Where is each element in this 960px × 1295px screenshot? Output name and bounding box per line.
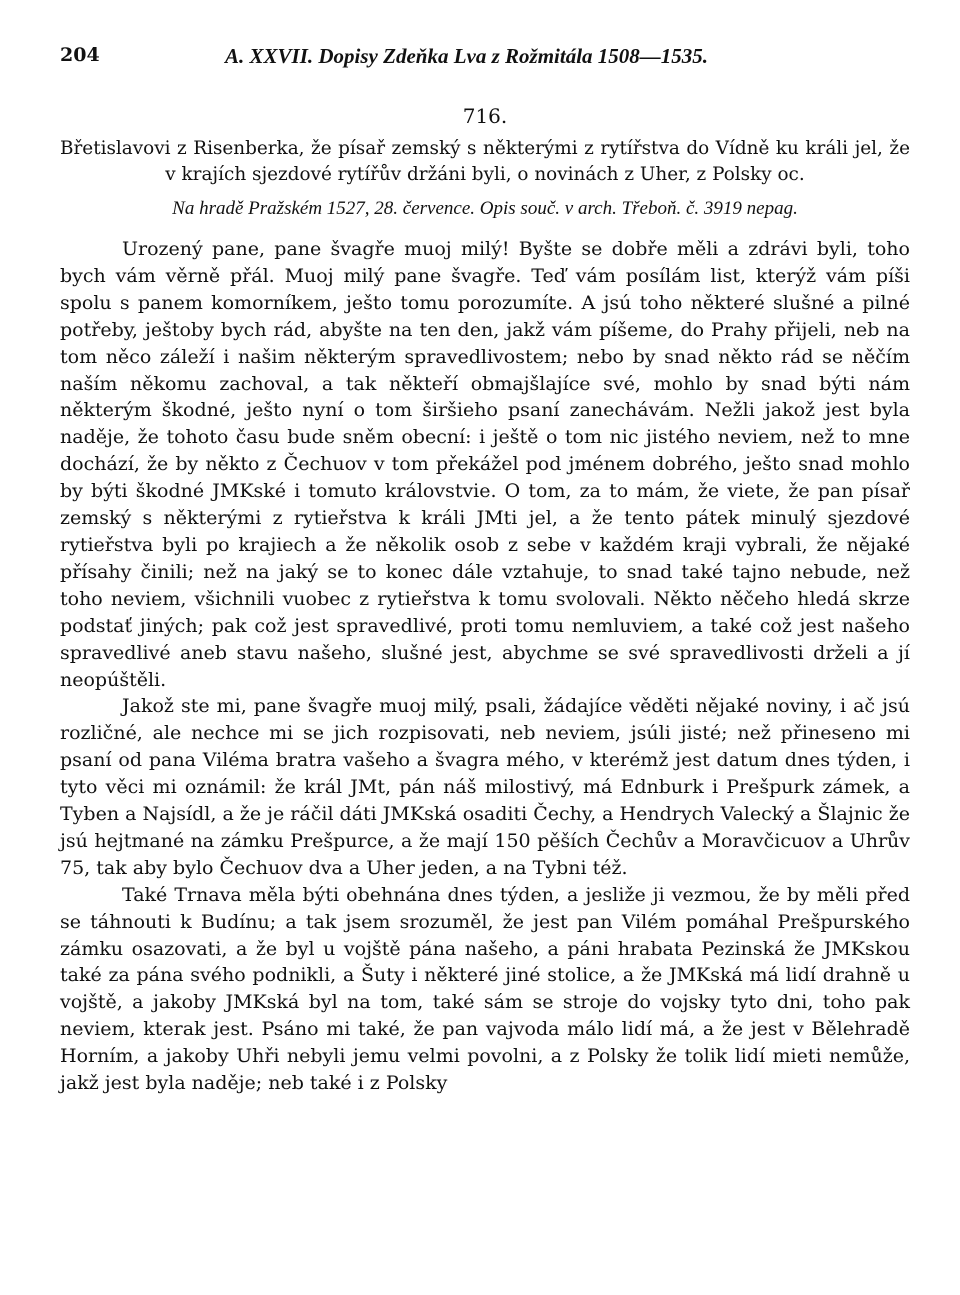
page-number: 204 [60,44,100,66]
letter-number: 716. [462,104,508,128]
summary-text: Břetislavovi z Risenberka, že písař zemský s některými z rytířstva do Vídně ku králi jel, že v krajích sjezdové rytířův držáni byli, o novinách z Uher, z Polsky oc. [60,138,910,185]
letter-body [60,236,910,1097]
running-title: A. XXVII. Dopisy Zdeňka Lva z Rožmitála 1508—1535. [225,44,709,68]
body-paragraph-3: Také Trnava měla býti obehnána dnes týden, a jesliže ji vezmou, že by měli před se táhnouti k Budínu; a tak jsem srozuměl, že jest pan Vilém pomáhal Prešpurského zámku osazovati, a že byl u vojště pána našeho, a páni hrabata Pezinská že JMKskou také za pána svého podnikli, a Šuty i některé jiné stolice, a že JMKská má lidí drahně u vojště, a jakoby JMKská byl na tom, také sám se stroje do vojsky tyto dni, toho pak neviem, kterak jest. Psáno mi také, že pan vajvoda málo lidí má, a že jest v Bělehradě Horním, a jakoby Uhři nebyli jemu velmi povolni, a z Polsky že tolik lidí mieti nemůže, jakž jest byla naděje; neb také i z Polsky [60,883,910,1095]
body-paragraph-2: Jakož ste mi, pane švagře muoj milý, psali, žádajíce věděti nějaké noviny, i ač jsú rozličné, ale nechce mi se jich rozpisovati, neb neviem, jsúli jisté; než přineseno mi psaní od pana Viléma bratra vašeho a švagra mého, v kterémž jest datum dnes týden, i tyto věci mi oznámil: že král JMt, pán náš milostivý, má Ednburk i Prešpurk zámek, a Tyben a Najsídl, a že je ráčil dáti JMKská osaditi Čechy, a Hendrych Valecký a Šlajnic že jsú hejtmané na zámku Prešpurce, a že mají 150 pěších Čechův a Moravčicuov a Uhrův 75, tak aby bylo Čechuov dva a Uher jeden, a na Tybni též. [60,695,910,879]
running-head [60,44,910,78]
letter-dateline: Na hradě Pražském 1527, 28. července. Opis souč. v arch. Třeboň. č. 3919 nepag. [172,198,798,219]
body-paragraph-1: Urozený pane, pane švagře muoj milý! Byšte se dobře měli a zdrávi byli, toho bych vám věrně přál. Muoj milý pane švagře. Teď vám posílám list, kterýž vám píši spolu s panem komorníkem, ješto tomu porozumíte. A jsú toho některé slušné a pilné potřeby, ještoby bych rád, abyšte na ten den, jakž vám píšeme, do Prahy přijeli, neb na tom něco záleží i našim některým spravedlivostem; nebo by snad někto rád se něčím naším někomu zachoval, a tak někteří obmajšlajíce své, mohlo by snad býti nám některým škodné, ješto nyní o tom širšieho psaní zanechávám. Nežli jakož jest byla naděje, že tohoto času bude sněm obecní: i ještě o tom nic jistého neviem, než to mne dochází, že by někto z Čechuov v tom překážel pod jménem dobrého, ješto snad mohlo by býti škodné JMKské i tomuto královstvie. O tom, za to mám, že viete, že pan písař zemský s některými z rytieřstva k králi JMti jel, a že tento pátek minulý sjezdové rytieřstva byli po krajiech a že několik osob z sebe v každém kraji vybrali, že nějaké přísahy činili; než na jaký se to konec dále vztahuje, to snad také tajno nebude, než toho neviem, všichnili vuobec z rytieřstva k tomu svolovali. Někto něčeho hledá skrze podstať jiných; pak což jest spravedlivé, proti tomu nemluviem, a také což jest našeho spravedlivé aneb stavu našeho, slušné jest, abychme se své spravedlivosti drželi a jí neopúštěli. [60,238,910,691]
book-page [60,44,910,1097]
letter-summary [60,136,910,188]
